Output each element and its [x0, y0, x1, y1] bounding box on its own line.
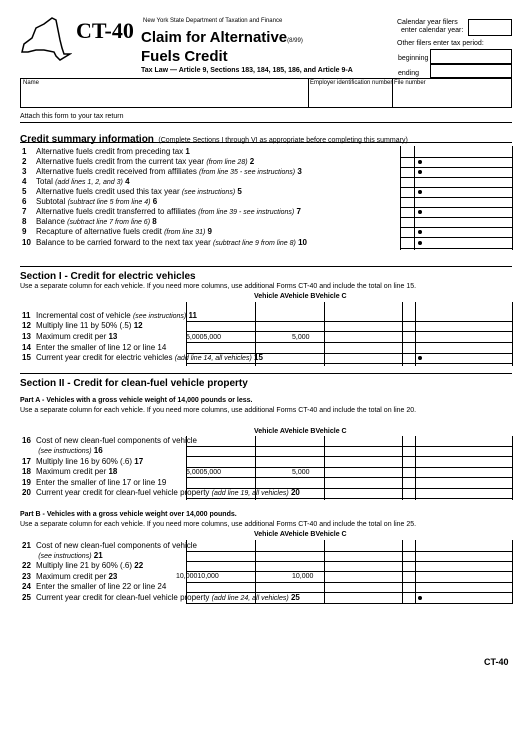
line-ref: 15 [254, 353, 263, 362]
line-number: 12 [22, 321, 31, 330]
line-text: Alternative fuels credit received from affiliates [36, 167, 197, 176]
line-text: Maximum credit per [36, 332, 107, 341]
amount-field[interactable] [186, 446, 512, 447]
amount-field[interactable] [400, 187, 512, 188]
line-text: Balance [36, 217, 65, 226]
partB-max-credit-c: 10,000 [292, 573, 314, 580]
line-text: Alternative fuels credit from preceding tax [36, 147, 184, 156]
line-ref: 12 [133, 321, 143, 330]
line-note: (from line 28) [206, 159, 248, 166]
amount-field[interactable] [186, 331, 512, 332]
line-text: Multiply line 16 by 60% (.6) [36, 457, 133, 466]
line-number: 1 [22, 147, 27, 156]
line-note: (add line 24, all vehicles) [211, 595, 289, 602]
form-id: CT-40 [76, 18, 134, 43]
line-number: 22 [22, 561, 31, 570]
line-ref: 2 [249, 157, 255, 166]
form-line [22, 312, 197, 320]
ending-label: ending [398, 70, 420, 77]
line-number: 15 [22, 353, 31, 362]
form-line [22, 542, 197, 550]
amount-field[interactable] [400, 227, 512, 228]
line-ref: 1 [185, 147, 190, 156]
form-line [22, 148, 190, 156]
line-ref: 5 [237, 187, 242, 196]
form-title-line1: Claim for Alternative(8/99) [141, 29, 303, 46]
name-label: Name [23, 80, 40, 86]
line-number: 6 [22, 197, 27, 206]
partA-max-credit-a: 5,0005,000 [186, 469, 222, 476]
amount-field[interactable] [400, 177, 512, 178]
line-text: Total [36, 177, 53, 186]
credit-summary-heading: Credit summary information (Complete Sections I through VI as appropriate before completing this summary) [20, 134, 408, 145]
line-text: Recapture of alternative fuels credit [36, 227, 162, 236]
amount-field[interactable] [186, 603, 512, 604]
line-number: 9 [22, 227, 27, 236]
form-line [22, 489, 300, 497]
line-text: Alternative fuels credit used this tax year [36, 187, 180, 196]
partB-instructions: Use a separate column for each vehicle. If you need more columns, use additional Forms CT-40 and include the total on line 25. [20, 521, 417, 528]
line-ref: 8 [152, 217, 157, 226]
form-line [22, 239, 307, 247]
form-line [22, 468, 117, 476]
partA-instructions: Use a separate column for each vehicle. If you need more columns, use additional Forms CT-40 and include the total on line 20. [20, 407, 417, 414]
line-ref: 4 [125, 177, 130, 186]
amount-field[interactable] [400, 197, 512, 198]
line-number: 23 [22, 572, 31, 581]
line-ref: 13 [108, 332, 118, 341]
line-number: 5 [22, 187, 27, 196]
line-number: 11 [22, 311, 31, 320]
form-line [22, 333, 117, 341]
line-ref: 11 [188, 311, 197, 320]
bullet-icon [418, 170, 422, 174]
line-ref: 9 [207, 227, 212, 236]
form-line [22, 447, 103, 455]
bullet-icon [418, 356, 422, 360]
line-ref: 10 [298, 238, 308, 247]
beginning-label: beginning [398, 55, 429, 62]
partA-column-headers: Vehicle AVehicle BVehicle C [254, 428, 347, 435]
amount-field[interactable] [186, 363, 512, 364]
amount-field[interactable] [400, 207, 512, 208]
line-number: 17 [22, 457, 31, 466]
line-text: Maximum credit per [36, 572, 107, 581]
line-note: (see instructions) [38, 448, 92, 455]
form-line [22, 562, 143, 570]
line-note: (subtract line 5 from line 4) [67, 199, 151, 206]
partB-column-headers: Vehicle AVehicle BVehicle C [254, 531, 347, 538]
section1-column-headers: Vehicle AVehicle BVehicle C [254, 293, 347, 300]
bullet-icon [418, 210, 422, 214]
line-text: Subtotal [36, 197, 66, 206]
section2-title: Section II - Credit for clean-fuel vehicle property [20, 378, 248, 389]
footer-form-id: CT-40 [484, 657, 509, 667]
line-ref: 17 [134, 457, 144, 466]
partA-max-credit-c: 5,000 [292, 469, 310, 476]
calendar-year-input[interactable] [468, 19, 512, 36]
amount-field[interactable] [400, 167, 512, 168]
form-line [22, 188, 242, 196]
line-text: Current year credit for electric vehicles [36, 353, 173, 362]
line-number: 7 [22, 207, 27, 216]
line-number: 3 [22, 167, 27, 176]
bullet-icon [418, 241, 422, 245]
line-ref: 22 [134, 561, 144, 570]
line-note: (subtract line 9 from line 8) [213, 240, 296, 247]
line-ref: 16 [93, 446, 103, 455]
line-ref: 25 [290, 593, 300, 602]
line-note: (from line 35 - see instructions) [199, 169, 296, 176]
bullet-icon [418, 160, 422, 164]
amount-field[interactable] [400, 217, 512, 218]
form-line [22, 344, 166, 352]
form-line [22, 168, 302, 176]
line-number: 21 [22, 541, 31, 550]
form-line [22, 458, 143, 466]
section1-max-credit-a: 5,0005,000 [186, 334, 222, 341]
line-ref: 3 [297, 167, 302, 176]
line-text: Enter the smaller of line 12 or line 14 [36, 343, 167, 352]
amount-field[interactable] [186, 467, 512, 468]
line-note: (from line 31) [164, 229, 206, 236]
form-line [22, 322, 143, 330]
line-text: Balance to be carried forward to the next tax year [36, 238, 211, 247]
line-note: (add lines 1, 2, and 3) [55, 179, 123, 186]
partB-max-credit-a: 10,00010,000 [176, 573, 219, 580]
enter-calendar-year-label: enter calendar year: [401, 27, 464, 34]
bullet-icon [418, 190, 422, 194]
section1-instructions: Use a separate column for each vehicle. If you need more columns, use additional Forms CT-40 and include the total on line 15. [20, 283, 417, 290]
line-ref: 6 [152, 197, 158, 206]
line-number: 13 [22, 332, 31, 341]
ny-state-map-icon [20, 14, 72, 64]
file-number-label: File number [394, 80, 426, 86]
form-line [22, 178, 130, 186]
line-text: Alternative fuels credit transferred to affiliates [36, 207, 196, 216]
form-title-line2: Fuels Credit [141, 48, 228, 65]
line-number: 16 [22, 436, 31, 445]
bullet-icon [418, 230, 422, 234]
amount-field[interactable] [186, 498, 512, 499]
amount-field[interactable] [400, 237, 512, 238]
line-number: 10 [22, 238, 31, 247]
period-beginning-input[interactable] [430, 49, 512, 64]
section1-title: Section I - Credit for electric vehicles [20, 271, 196, 282]
line-note: (see instructions) [132, 313, 187, 320]
line-text: Incremental cost of vehicle [36, 311, 131, 320]
line-note: (see instructions) [181, 189, 236, 196]
line-text: Alternative fuels credit from the current tax year [36, 157, 205, 166]
calendar-filers-label: Calendar year filers [397, 19, 458, 26]
bullet-icon [418, 596, 422, 600]
line-text: Maximum credit per [36, 467, 107, 476]
form-line [22, 552, 103, 560]
line-number: 8 [22, 217, 27, 226]
line-ref: 20 [290, 488, 300, 497]
amount-field[interactable] [186, 477, 512, 478]
partA-title: Part A - Vehicles with a gross vehicle weight of 14,000 pounds or less. [20, 397, 253, 404]
amount-field[interactable] [186, 571, 512, 572]
line-note: (see instructions) [38, 553, 92, 560]
form-line [22, 437, 197, 445]
form-line [22, 583, 166, 591]
form-line [22, 594, 300, 602]
ein-label: Employer identification number [310, 80, 393, 86]
amount-field[interactable] [186, 561, 512, 562]
amount-field[interactable] [186, 551, 512, 552]
department-name: New York State Department of Taxation and Finance [143, 18, 283, 24]
line-number: 18 [22, 467, 31, 476]
line-text: Cost of new clean-fuel components of vehicle [36, 436, 197, 445]
amount-field[interactable] [186, 592, 512, 593]
line-number: 19 [22, 478, 31, 487]
tax-law-reference: Tax Law — Article 9, Sections 183, 184, 185, 186, and Article 9-A [141, 67, 353, 74]
other-filers-label: Other filers enter tax period: [397, 40, 484, 47]
amount-field[interactable] [186, 321, 512, 322]
line-text: Multiply line 21 by 60% (.6) [36, 561, 133, 570]
form-line [22, 573, 117, 581]
line-text: Current year credit for clean-fuel vehicle property [36, 488, 210, 497]
form-line [22, 218, 157, 226]
amount-field[interactable] [186, 456, 512, 457]
attach-instruction: Attach this form to your tax return [20, 113, 124, 120]
form-line [22, 354, 263, 362]
line-note: (add line 14, all vehicles) [174, 355, 252, 362]
line-note: (subtract line 7 from line 6) [67, 219, 151, 226]
line-note: (from line 39 - see instructions) [198, 209, 295, 216]
period-ending-input[interactable] [430, 64, 512, 78]
form-line [22, 208, 301, 216]
line-number: 2 [22, 157, 27, 166]
amount-field[interactable] [186, 582, 512, 583]
form-line [22, 198, 157, 206]
form-line [22, 158, 254, 166]
form-line [22, 228, 212, 236]
line-number: 20 [22, 488, 31, 497]
line-ref: 7 [296, 207, 301, 216]
amount-field[interactable] [400, 248, 512, 249]
name-field[interactable] [20, 78, 512, 108]
line-text: Multiply line 11 by 50% (.5) [36, 321, 132, 330]
section1-max-credit-c: 5,000 [292, 334, 310, 341]
line-text: Enter the smaller of line 22 or line 24 [36, 582, 167, 591]
line-text: Cost of new clean-fuel components of vehicle [36, 541, 197, 550]
amount-field[interactable] [186, 342, 512, 343]
line-text: Enter the smaller of line 17 or line 19 [36, 478, 167, 487]
line-number: 25 [22, 593, 31, 602]
line-number: 14 [22, 343, 31, 352]
amount-field[interactable] [400, 157, 512, 158]
line-ref: 23 [108, 572, 118, 581]
form-line [22, 479, 166, 487]
line-ref: 18 [108, 467, 118, 476]
line-ref: 21 [93, 551, 103, 560]
line-number: 24 [22, 582, 31, 591]
line-number: 4 [22, 177, 27, 186]
partB-title: Part B - Vehicles with a gross vehicle weight over 14,000 pounds. [20, 511, 237, 518]
line-text: Current year credit for clean-fuel vehicle property [36, 593, 210, 602]
line-note: (add line 19, all vehicles) [211, 490, 289, 497]
